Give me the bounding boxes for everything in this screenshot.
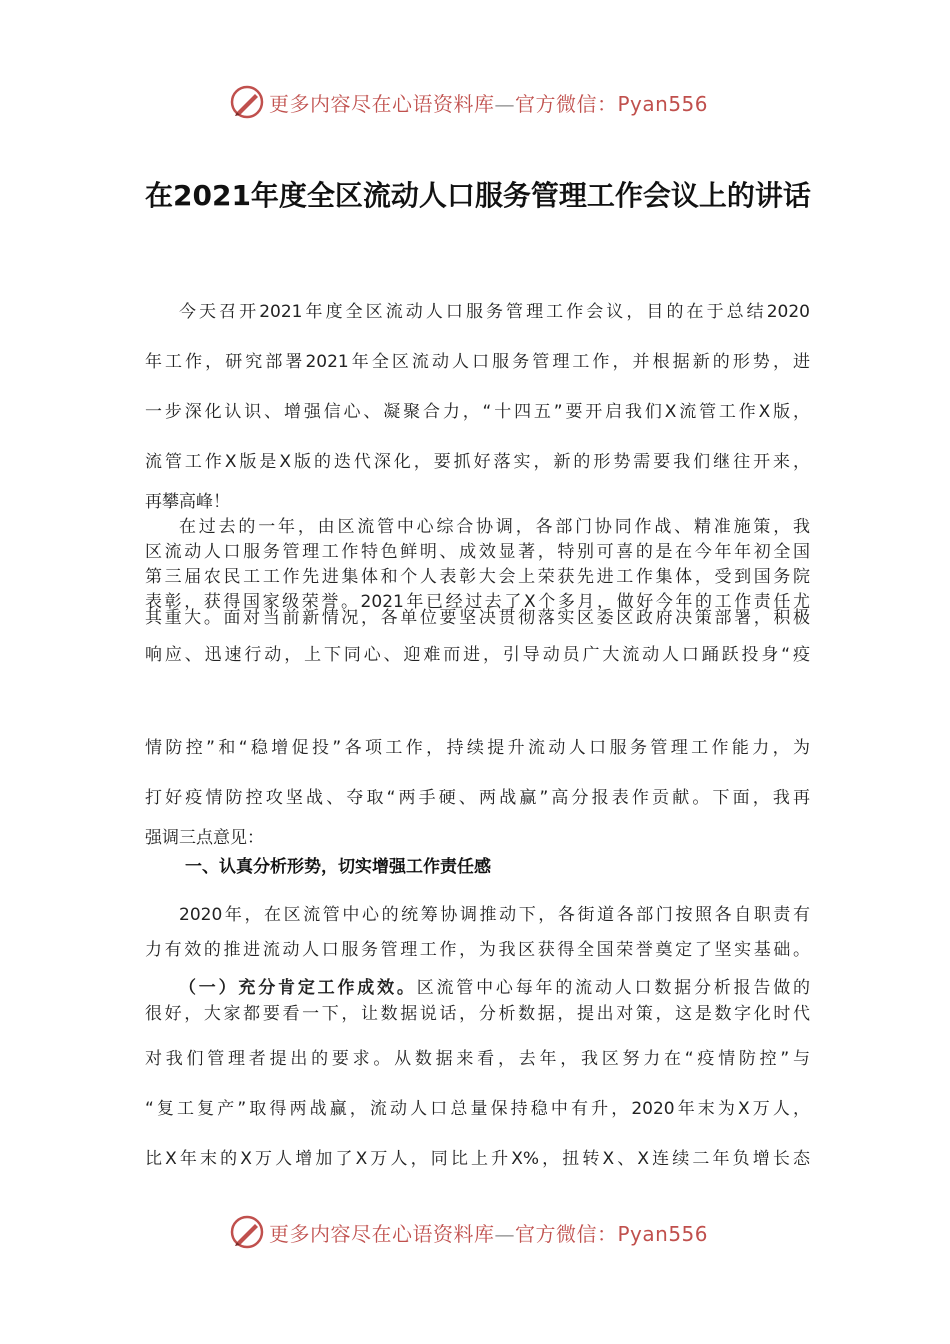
banner-inner [229,82,708,122]
p2-line: 情防控”和“稳增促投”各项工作，持续提升流动人口服务管理工作能力，为 [145,738,810,758]
paragraph-3 [145,898,810,968]
p3-line: 力有效的推进流动人口服务管理工作，为我区获得全国荣誉奠定了坚实基础。 [145,940,810,960]
banner-slogan: 更多内容尽在心语资料库 [269,91,495,116]
banner-dash: — [494,1221,515,1246]
p4-line: 很好，大家都要看一下，让数据说话，分析数据，提出对策，这是数字化时代 [145,1004,810,1024]
p2-line: 在过去的一年，由区流管中心综合协调，各部门协同作战、精准施策，我 [179,517,810,537]
p4-first-text: 区流管中心每年的流动人口数据分析报告做的 [416,978,811,998]
p2-line: 区流动人口服务管理工作特色鲜明、成效显著，特别可喜的是在今年年初全国 [145,542,810,562]
p1-line: 一步深化认识、增强信心、凝聚合力，“十四五”要开启我们X流管工作X版， [145,402,810,422]
banner-text [269,1218,708,1247]
banner-text [269,88,708,117]
p4-line: 比X年末的X万人增加了X万人，同比上升X%，扭转X、X连续二年负增长态 [145,1149,810,1169]
p2-line: 强调三点意见： [145,828,264,848]
paragraph-2-continued [145,600,810,674]
p1-line: 年工作，研究部署2021年全区流动人口服务管理工作，并根据新的形势，进 [145,352,810,372]
p4-line: “复工复产”取得两战赢，流动人口总量保持稳中有升，2020年末为X万人， [145,1099,810,1119]
banner-slogan: 更多内容尽在心语资料库 [269,1221,495,1246]
header-banner [0,82,950,122]
pen-logo-icon [229,84,265,120]
banner-account: Pyan556 [617,91,709,116]
p3-line: 2020年，在区流管中心的统筹协调推动下，各街道各部门按照各自职责有 [179,905,810,925]
footer-banner [0,1212,950,1252]
p2-line: 第三届农民工工作先进集体和个人表彰大会上荣获先进工作集体，受到国务院 [145,567,810,587]
p2-line: 打好疫情防控攻坚战、夺取“两手硬、两战赢”高分报表作贡献。下面，我再 [145,788,810,808]
p2-line: 其重大。面对当前新情况，各单位要坚决贯彻落实区委区政府决策部署，积极 [145,608,810,628]
pen-logo-icon [229,1214,265,1250]
p2-line: 响应、迅速行动，上下同心、迎难而进，引导动员广大流动人口踊跃投身“疫 [145,645,810,665]
banner-label: 官方微信： [515,1221,618,1246]
p4-line [145,975,810,1001]
paragraph-4-continued [145,1034,810,1184]
banner-label: 官方微信： [515,91,618,116]
p1-line: 今天召开2021年度全区流动人口服务管理工作会议，目的在于总结2020 [179,302,810,322]
p4-line: 对我们管理者提出的要求。从数据来看，去年，我区努力在“疫情防控”与 [145,1049,810,1069]
p4-lead: （一）充分肯定工作成效。 [179,978,417,998]
paragraph-2-tail [145,723,810,853]
paragraph-4 [145,975,810,1027]
p1-line: 流管工作X版是X版的迭代深化，要抓好落实，新的形势需要我们继往开来， [145,452,810,472]
banner-dash: — [494,91,515,116]
page-title: 在2021年度全区流动人口服务管理工作会议上的讲话 [145,179,811,212]
banner-account: Pyan556 [617,1221,709,1246]
p1-line: 再攀高峰！ [145,492,230,512]
p2-line: 表彰，获得国家级荣誉。2021年已经过去了X个多月，做好今年的工作责任尤 [145,592,810,612]
banner-inner [229,1212,708,1252]
section-heading-1: 一、认真分析形势，切实增强工作责任感 [185,857,491,877]
paragraph-1 [145,287,810,517]
